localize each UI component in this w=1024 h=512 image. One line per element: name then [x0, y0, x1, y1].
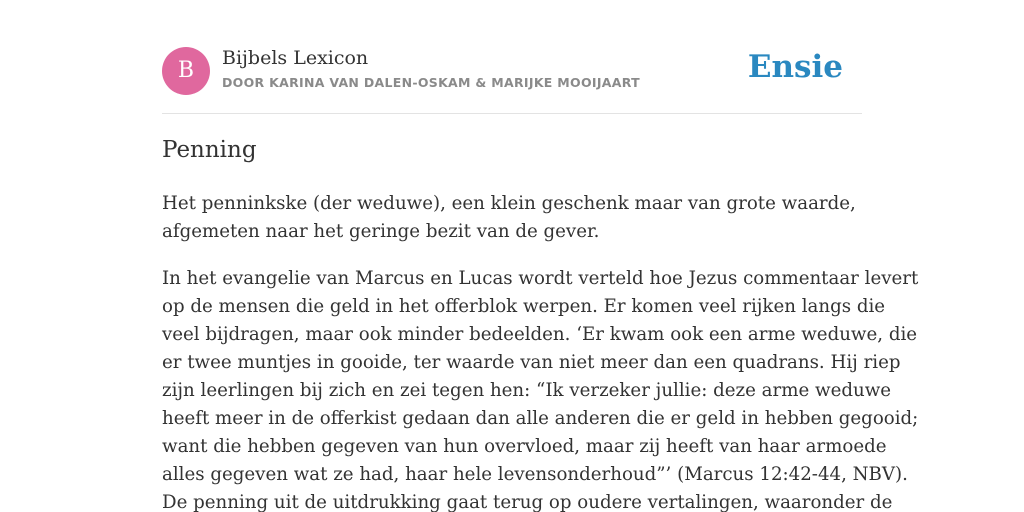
text-line: op de mensen die geld in het offerblok werpen. Er komen veel rijken langs die	[162, 296, 886, 317]
paragraph-intro	[162, 190, 882, 246]
text-line: heeft meer in de offerkist gedaan dan alle anderen die er geld in hebben gegooid;	[162, 408, 919, 429]
ensie-logo-link[interactable]: Ensie	[747, 49, 843, 85]
entry-content	[162, 190, 919, 512]
book-authors: DOOR KARINA VAN DALEN-OSKAM & MARIJKE MOOIJAART	[222, 75, 640, 90]
paragraph-body	[162, 265, 919, 512]
entry-title: Penning	[162, 137, 257, 163]
book-avatar[interactable]: B	[162, 47, 210, 95]
text-line: er twee muntjes in gooide, ter waarde van niet meer dan een quadrans. Hij riep	[162, 352, 901, 373]
header-divider	[162, 113, 862, 114]
text-line: Het penninkske (der weduwe), een klein geschenk maar van grote waarde,	[162, 193, 856, 214]
text-line: De penning uit de uitdrukking gaat terug op oudere vertalingen, waaronder de	[162, 492, 893, 512]
text-line: veel bijdragen, maar ook minder bedeelden. ‘Er kwam ook een arme weduwe, die	[162, 324, 918, 345]
header	[162, 47, 862, 95]
text-line: afgemeten naar het geringe bezit van de gever.	[162, 221, 600, 242]
text-line: zijn leerlingen bij zich en zei tegen hen: “Ik verzeker jullie: deze arme weduwe	[162, 380, 892, 401]
book-title-link[interactable]: Bijbels Lexicon	[222, 47, 369, 69]
text-line: alles gegeven wat ze had, haar hele levensonderhoud”’ (Marcus 12:42-44, NBV).	[162, 464, 908, 485]
text-line: In het evangelie van Marcus en Lucas wordt verteld hoe Jezus commentaar levert	[162, 268, 919, 289]
text-line: want die hebben gegeven van hun overvloed, maar zij heeft van haar armoede	[162, 436, 887, 457]
